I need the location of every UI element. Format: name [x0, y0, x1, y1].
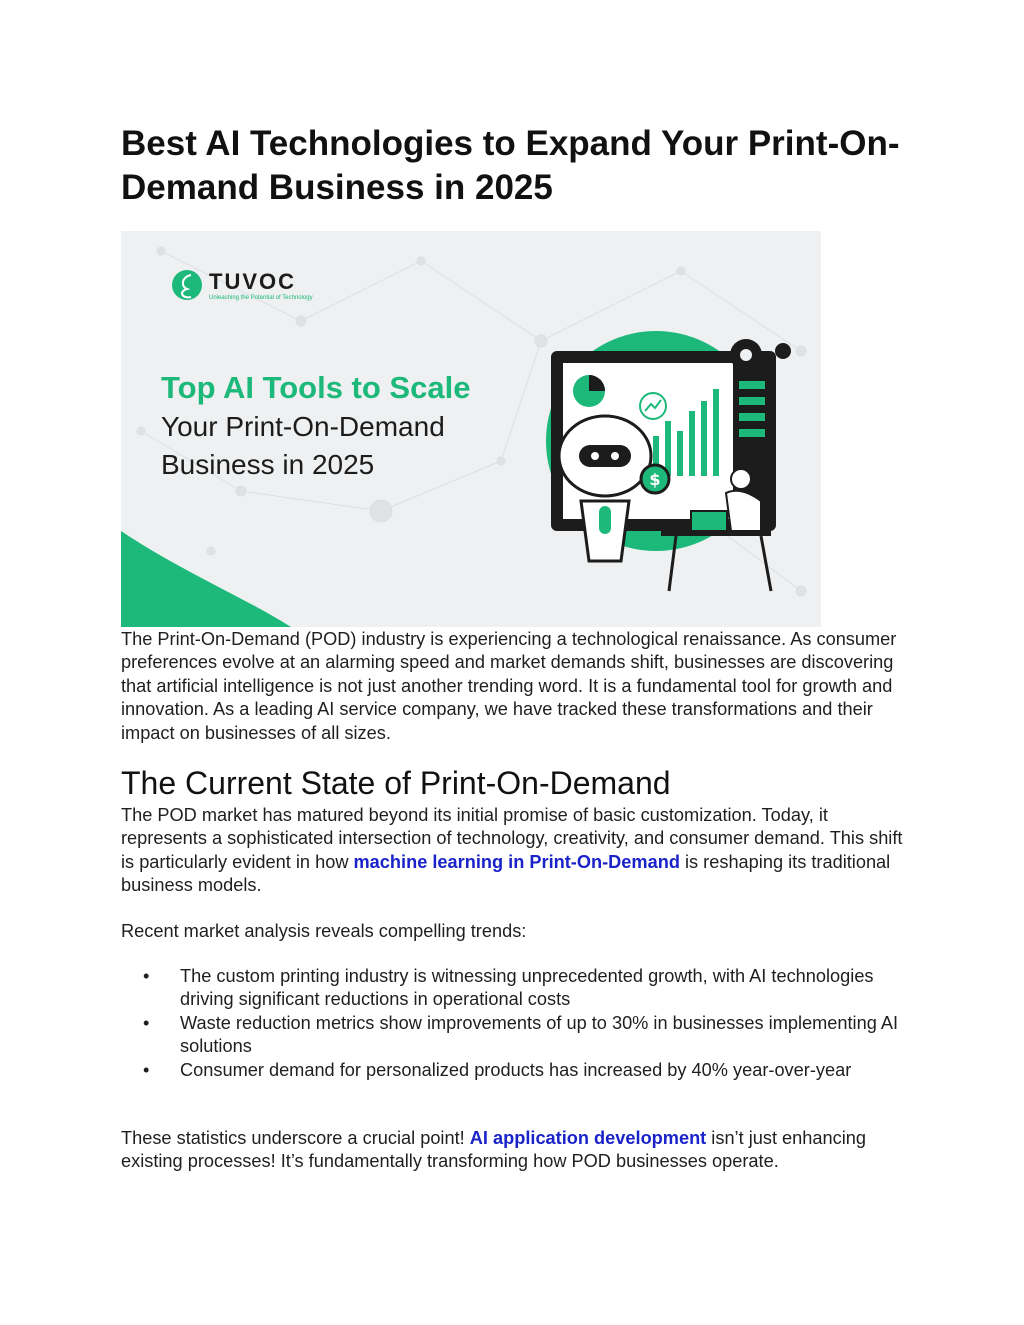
- intro-paragraph: The Print-On-Demand (POD) industry is experiencing a technological renaissance. As consumer preferences evolve at an alarming speed and market demands shift, businesses are discovering that artificial intelligence is not just another trending word. It is a fundamental tool for growth and innovation. As a leading AI service company, we have tracked these transformations and their impact on businesses of all sizes.: [121, 629, 897, 743]
- hero-headline-line3: Business in 2025: [161, 449, 375, 480]
- bullet-icon: •: [143, 1059, 150, 1080]
- trends-list: [121, 965, 901, 1082]
- closing-text-after-link: isn’t just enhancing existing processes! It’s fundamentally transforming how POD businesses operate.: [121, 1128, 866, 1172]
- list-item-text: The custom printing industry is witnessing unprecedented growth, with AI technologies driving significant reductions in operational costs: [180, 966, 874, 1010]
- machine-learning-pod-link[interactable]: machine learning in Print-On-Demand: [353, 851, 680, 872]
- section-paragraph: [121, 804, 906, 898]
- closing-text-before-link: These statistics underscore a crucial point!: [121, 1128, 470, 1148]
- list-item: [121, 1059, 901, 1082]
- hero-headline-line1: Top AI Tools to Scale: [161, 370, 471, 405]
- bullet-icon: •: [143, 966, 150, 986]
- page-title: Best AI Technologies to Expand Your Print-On-Demand Business in 2025: [121, 124, 900, 207]
- bullet-icon: •: [143, 1012, 150, 1033]
- ai-application-development-link[interactable]: AI application development: [469, 1128, 707, 1148]
- list-item: [121, 1012, 901, 1059]
- hero-headline-line2: Your Print-On-Demand: [161, 411, 445, 442]
- svg-text:$: $: [649, 470, 661, 489]
- list-item-text: Waste reduction metrics show improvements of up to 30% in businesses implementing AI solutions: [180, 1012, 899, 1057]
- tuvoc-logo-icon: [172, 270, 202, 300]
- tuvoc-brand-name: TUVOC: [209, 269, 296, 294]
- closing-paragraph: [121, 1127, 906, 1174]
- trends-intro: Recent market analysis reveals compelling trends:: [121, 921, 527, 941]
- section-text-before-link: The POD market has matured beyond its initial promise of basic customization. Today, it represents a sophisticated intersection of technology, creativity, and consumer demand. This shift is particularly evident in how: [121, 805, 903, 872]
- tuvoc-tagline: Unleashing the Potential of Technology: [209, 295, 313, 301]
- hero-banner-image: [121, 231, 821, 627]
- section-text-after-link: is reshaping its traditional business models.: [121, 851, 891, 896]
- list-item-text: Consumer demand for personalized products has increased by 40% year-over-year: [180, 1059, 852, 1080]
- section-heading: The Current State of Print-On-Demand: [121, 765, 671, 801]
- list-item: [121, 965, 901, 1012]
